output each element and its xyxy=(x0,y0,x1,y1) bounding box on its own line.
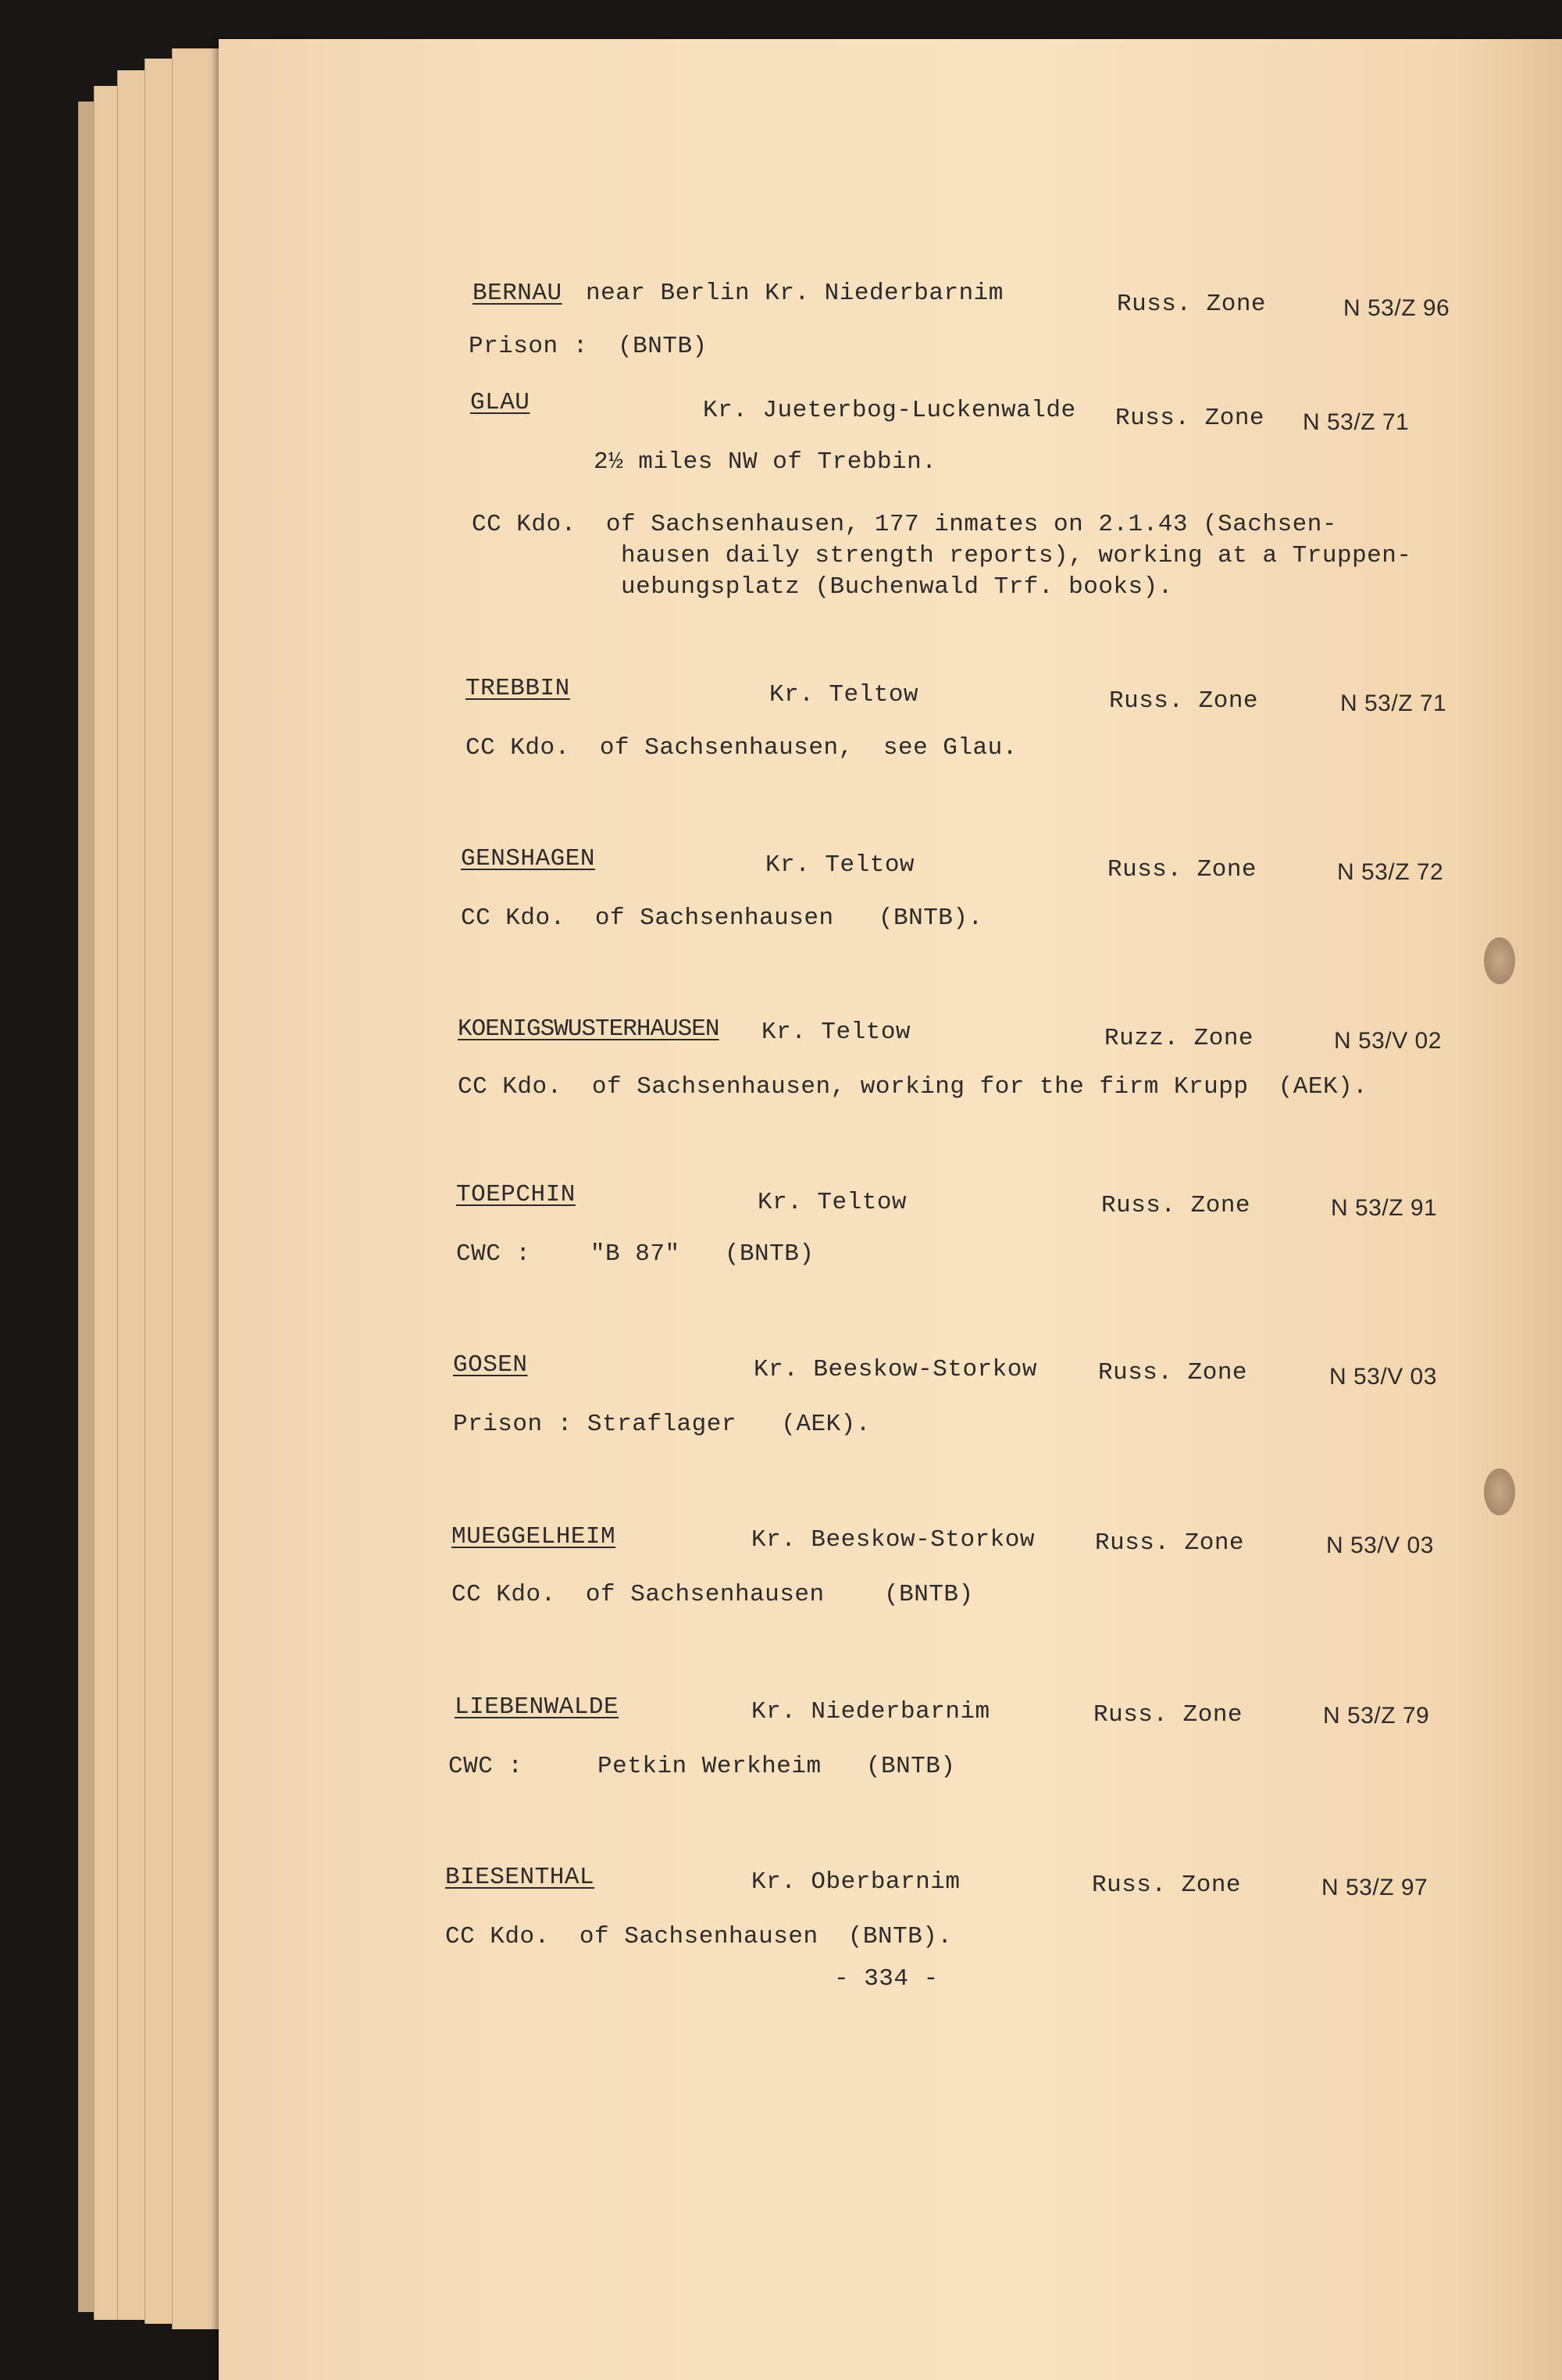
entry-kreis: Kr. Teltow xyxy=(761,1019,911,1046)
entry-kreis: Kr. Oberbarnim xyxy=(751,1868,961,1896)
entry-zone: Russ. Zone xyxy=(1117,291,1267,318)
entry-zone: Russ. Zone xyxy=(1109,687,1259,715)
page-number: - 334 - xyxy=(834,1965,939,1993)
entry-kreis: Kr. Beeskow-Storkow xyxy=(754,1356,1037,1383)
entry-detail-line: CC Kdo. of Sachsenhausen (BNTB) xyxy=(451,1581,974,1608)
entry-grid-ref: N 53/Z 71 xyxy=(1340,690,1447,716)
entry-grid-ref: N 53/Z 91 xyxy=(1331,1195,1438,1221)
entry-zone: Russ. Zone xyxy=(1107,856,1257,883)
entry-grid-ref: N 53/V 03 xyxy=(1326,1533,1434,1558)
entry-place-name: LIEBENWALDE xyxy=(455,1693,619,1721)
binding-hole xyxy=(1484,1468,1515,1515)
entry-place-name: GOSEN xyxy=(453,1351,528,1379)
entry-grid-ref: N 53/V 03 xyxy=(1329,1364,1437,1390)
entry-grid-ref: N 53/V 02 xyxy=(1334,1028,1442,1054)
entry-grid-ref: N 53/Z 97 xyxy=(1321,1875,1428,1900)
entry-zone: Ruzz. Zone xyxy=(1104,1025,1254,1052)
entry-zone: Russ. Zone xyxy=(1092,1872,1242,1899)
entry-detail-line: Prison : (BNTB) xyxy=(469,333,708,360)
entry-grid-ref: N 53/Z 72 xyxy=(1337,859,1444,885)
entry-detail-line: CC Kdo. of Sachsenhausen, 177 inmates on 2.1.43 (Sachsen- xyxy=(472,511,1337,538)
entry-zone: Russ. Zone xyxy=(1093,1701,1243,1729)
entry-detail-line: CC Kdo. of Sachsenhausen, working for the firm Krupp (AEK). xyxy=(458,1073,1368,1101)
entry-zone: Russ. Zone xyxy=(1101,1192,1251,1219)
entry-kreis: Kr. Niederbarnim xyxy=(751,1698,990,1725)
entry-kreis: near Berlin Kr. Niederbarnim xyxy=(586,280,1004,307)
entry-place-name: GLAU xyxy=(470,389,530,416)
entry-place-name: KOENIGSWUSTERHAUSEN xyxy=(458,1015,719,1043)
entry-kreis: Kr. Jueterbog-Luckenwalde xyxy=(703,397,1076,424)
entry-zone: Russ. Zone xyxy=(1115,405,1265,432)
entry-place-name: BIESENTHAL xyxy=(445,1864,595,1891)
binding-hole xyxy=(1484,937,1515,984)
entry-place-name: TOEPCHIN xyxy=(456,1181,576,1208)
entry-grid-ref: N 53/Z 96 xyxy=(1343,295,1450,321)
entry-kreis: Kr. Teltow xyxy=(765,851,915,879)
entry-detail-line: CWC : Petkin Werkheim (BNTB) xyxy=(448,1753,956,1780)
entry-place-name: MUEGGELHEIM xyxy=(451,1523,616,1550)
entry-detail-line: 2½ miles NW of Trebbin. xyxy=(594,448,937,476)
entry-detail-line: uebungsplatz (Buchenwald Trf. books). xyxy=(472,573,1173,601)
entry-zone: Russ. Zone xyxy=(1098,1359,1248,1386)
entry-kreis: Kr. Teltow xyxy=(758,1189,908,1216)
entry-kreis: Kr. Beeskow-Storkow xyxy=(751,1526,1035,1554)
entry-detail-line: CC Kdo. of Sachsenhausen (BNTB). xyxy=(445,1923,953,1950)
entry-place-name: BERNAU xyxy=(473,280,562,307)
entry-detail-line: hausen daily strength reports), working at a Truppen- xyxy=(472,542,1412,569)
entry-place-name: TREBBIN xyxy=(465,675,570,702)
entry-detail-line: CC Kdo. of Sachsenhausen (BNTB). xyxy=(461,905,983,932)
entry-place-name: GENSHAGEN xyxy=(461,845,595,872)
entry-kreis: Kr. Teltow xyxy=(769,681,919,708)
entry-detail-line: Prison : Straflager (AEK). xyxy=(453,1411,871,1438)
entry-detail-line: CC Kdo. of Sachsenhausen, see Glau. xyxy=(465,734,1018,762)
entry-grid-ref: N 53/Z 79 xyxy=(1323,1703,1430,1729)
entry-zone: Russ. Zone xyxy=(1095,1529,1245,1557)
entry-grid-ref: N 53/Z 71 xyxy=(1303,409,1410,435)
entry-detail-line: CWC : "B 87" (BNTB) xyxy=(456,1240,815,1268)
